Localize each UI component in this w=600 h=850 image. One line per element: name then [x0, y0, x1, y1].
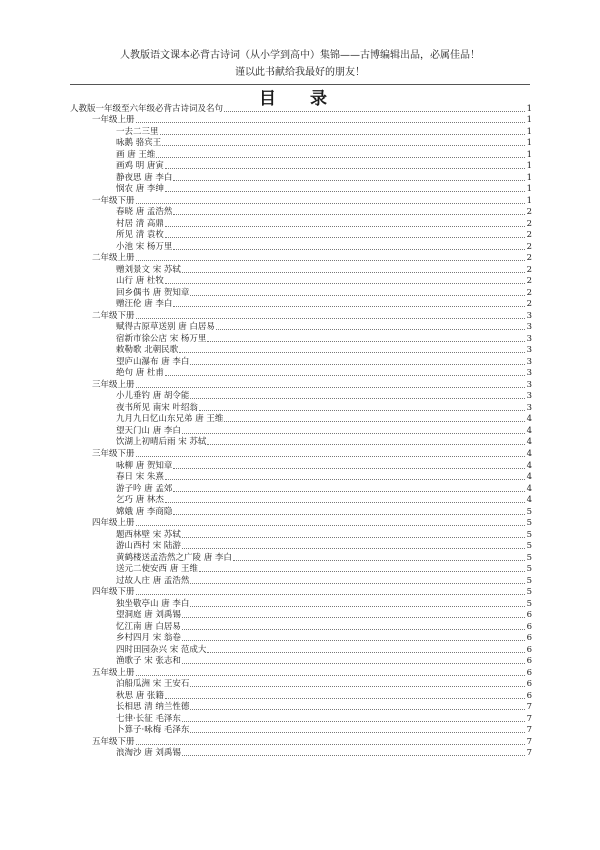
toc-page-number: 3 — [526, 322, 532, 333]
toc-entry-title: 三年级下册 — [92, 448, 135, 459]
toc-entry[interactable] — [70, 206, 532, 218]
toc-leader-dots — [165, 698, 525, 699]
toc-leader-dots — [165, 283, 525, 284]
toc-entry[interactable] — [70, 413, 532, 425]
toc-entry[interactable] — [70, 390, 532, 402]
toc-entry-title: 七律·长征 毛泽东 — [116, 713, 181, 724]
toc-entry-title: 三年级上册 — [92, 379, 135, 390]
toc-leader-dots — [136, 203, 525, 204]
toc-page-number: 5 — [526, 587, 532, 598]
toc-entry[interactable] — [70, 643, 532, 655]
toc-page-number: 1 — [526, 195, 532, 206]
toc-leader-dots — [136, 525, 525, 526]
toc-page-number: 7 — [526, 736, 532, 747]
toc-leader-dots — [136, 387, 525, 388]
toc-page-number: 5 — [526, 506, 532, 517]
toc-leader-dots — [190, 364, 525, 365]
toc-volume[interactable] — [70, 517, 532, 529]
toc-page-number: 4 — [526, 483, 532, 494]
toc-entry-title: 望天门山 唐 李白 — [116, 425, 181, 436]
toc-entry-title: 题西林壁 宋 苏轼 — [116, 529, 181, 540]
toc-leader-dots — [136, 675, 525, 676]
toc-page-number: 6 — [526, 621, 532, 632]
toc-entry[interactable] — [70, 551, 532, 563]
toc-page-number: 1 — [526, 115, 532, 126]
toc-entry-title: 长相思 清 纳兰性德 — [116, 702, 190, 713]
toc-leader-dots — [190, 606, 525, 607]
toc-entry-title: 乞巧 唐 林杰 — [116, 495, 164, 506]
toc-page-number: 5 — [526, 564, 532, 575]
toc-entry-title: 村居 清 高鼎 — [116, 218, 164, 229]
toc-leader-dots — [224, 111, 525, 112]
toc-entry[interactable] — [70, 540, 532, 552]
toc-entry[interactable] — [70, 701, 532, 713]
toc-entry-title: 人教版一年级至六年级必背古诗词及名句 — [70, 103, 224, 114]
toc-entry-title: 二年级上册 — [92, 253, 135, 264]
toc-entry-title: 画鸡 明 唐寅 — [116, 161, 164, 172]
toc-leader-dots — [165, 226, 525, 227]
toc-entry[interactable] — [70, 183, 532, 195]
toc-page-number: 5 — [526, 575, 532, 586]
toc-entry[interactable] — [70, 321, 532, 333]
toc-entry-title: 饮湖上初晴后雨 宋 苏轼 — [116, 437, 207, 448]
toc-volume[interactable] — [70, 378, 532, 390]
toc-leader-dots — [190, 709, 525, 710]
toc-entry-title: 泊船瓜洲 宋 王安石 — [116, 679, 190, 690]
toc-leader-dots — [190, 295, 525, 296]
toc-entry-title: 小儿垂钓 唐 胡令能 — [116, 391, 190, 402]
toc-leader-dots — [136, 594, 525, 595]
toc-section[interactable] — [70, 102, 532, 114]
toc-entry-title: 五年级下册 — [92, 736, 135, 747]
toc-leader-dots — [207, 341, 525, 342]
toc-page-number: 3 — [526, 310, 532, 321]
toc-leader-dots — [173, 214, 525, 215]
header-line-2: 谨以此书献给我最好的朋友！ — [235, 67, 365, 78]
toc-leader-dots — [173, 249, 525, 250]
toc-entry-title: 过故人庄 唐 孟浩然 — [116, 575, 190, 586]
toc-volume[interactable] — [70, 447, 532, 459]
toc-entry[interactable] — [70, 148, 532, 160]
toc-entry[interactable] — [70, 563, 532, 575]
toc-entry-title: 四年级下册 — [92, 587, 135, 598]
toc-entry-title: 二年级下册 — [92, 310, 135, 321]
table-of-contents — [70, 102, 532, 758]
toc-volume[interactable] — [70, 666, 532, 678]
toc-entry-title: 赠汪伦 唐 李白 — [116, 299, 173, 310]
toc-entry-title: 乡村四月 宋 翁卷 — [116, 633, 181, 644]
toc-entry-title: 咏鹅 骆宾王 — [116, 138, 162, 149]
toc-leader-dots — [165, 237, 525, 238]
toc-volume[interactable] — [70, 114, 532, 126]
toc-entry-title: 春日 宋 朱熹 — [116, 472, 164, 483]
toc-page-number: 1 — [526, 172, 532, 183]
toc-entry[interactable] — [70, 263, 532, 275]
toc-page-number: 4 — [526, 425, 532, 436]
toc-entry[interactable] — [70, 471, 532, 483]
toc-leader-dots — [165, 479, 525, 480]
toc-entry[interactable] — [70, 528, 532, 540]
toc-entry[interactable] — [70, 125, 532, 137]
toc-page-number: 3 — [526, 402, 532, 413]
toc-entry-title: 卜算子·咏梅 毛泽东 — [116, 725, 190, 736]
page-title: 目 录 — [259, 89, 341, 109]
toc-leader-dots — [199, 571, 525, 572]
toc-leader-dots — [182, 548, 525, 549]
toc-entry-title: 绝句 唐 杜甫 — [116, 368, 164, 379]
toc-entry-title: 四时田园杂兴 宋 范成大 — [116, 644, 207, 655]
toc-entry[interactable] — [70, 275, 532, 287]
toc-page-number: 3 — [526, 368, 532, 379]
toc-entry[interactable] — [70, 689, 532, 701]
toc-entry-title: 送元二使安西 唐 王维 — [116, 564, 198, 575]
toc-leader-dots — [165, 168, 525, 169]
toc-leader-dots — [182, 755, 525, 756]
toc-page-number: 4 — [526, 460, 532, 471]
toc-page-number: 6 — [526, 610, 532, 621]
toc-entry-title: 游子吟 唐 孟郊 — [116, 483, 173, 494]
toc-page-number: 6 — [526, 679, 532, 690]
toc-leader-dots — [182, 537, 525, 538]
toc-leader-dots — [160, 134, 525, 135]
toc-leader-dots — [173, 514, 525, 515]
toc-leader-dots — [136, 744, 525, 745]
toc-entry[interactable] — [70, 494, 532, 506]
toc-page-number: 3 — [526, 333, 532, 344]
toc-leader-dots — [190, 398, 525, 399]
toc-page-number: 2 — [526, 241, 532, 252]
toc-entry-title: 山行 唐 杜牧 — [116, 276, 164, 287]
toc-page-number: 7 — [526, 702, 532, 713]
toc-entry-title: 渔歌子 宋 张志和 — [116, 656, 181, 667]
toc-page-number: 7 — [526, 713, 532, 724]
toc-entry[interactable] — [70, 367, 532, 379]
toc-leader-dots — [173, 491, 525, 492]
toc-page-number: 3 — [526, 345, 532, 356]
toc-entry[interactable] — [70, 574, 532, 586]
toc-entry[interactable] — [70, 747, 532, 759]
toc-entry-title: 赠刘景文 宋 苏轼 — [116, 264, 181, 275]
toc-entry[interactable] — [70, 632, 532, 644]
toc-page-number: 3 — [526, 379, 532, 390]
toc-entry-title: 所见 清 袁枚 — [116, 230, 164, 241]
toc-leader-dots — [216, 329, 525, 330]
toc-page-number: 2 — [526, 276, 532, 287]
toc-entry-title: 四年级上册 — [92, 518, 135, 529]
toc-leader-dots — [136, 260, 525, 261]
toc-entry-title: 一年级下册 — [92, 195, 135, 206]
toc-leader-dots — [156, 157, 525, 158]
toc-entry[interactable] — [70, 229, 532, 241]
toc-page-number: 2 — [526, 264, 532, 275]
toc-entry[interactable] — [70, 724, 532, 736]
toc-entry-title: 赋得古原草送别 唐 白居易 — [116, 322, 215, 333]
toc-page-number: 6 — [526, 633, 532, 644]
toc-entry-title: 敕勒歌 北朝民歌 — [116, 345, 179, 356]
toc-page-number: 6 — [526, 644, 532, 655]
toc-page-number: 1 — [526, 161, 532, 172]
toc-entry[interactable] — [70, 712, 532, 724]
toc-volume[interactable] — [70, 252, 532, 264]
toc-entry[interactable] — [70, 137, 532, 149]
toc-page-number: 5 — [526, 529, 532, 540]
toc-page-number: 4 — [526, 437, 532, 448]
toc-entry-title: 春晓 唐 孟浩然 — [116, 207, 173, 218]
toc-leader-dots — [136, 318, 525, 319]
toc-leader-dots — [165, 375, 525, 376]
toc-entry[interactable] — [70, 160, 532, 172]
toc-page-number: 3 — [526, 356, 532, 367]
toc-entry-title: 宿新市徐公店 宋 杨万里 — [116, 333, 207, 344]
toc-entry-title: 黄鹤楼送孟浩然之广陵 唐 李白 — [116, 552, 232, 563]
toc-page-number: 7 — [526, 748, 532, 759]
toc-entry-title: 忆江南 唐 白居易 — [116, 621, 181, 632]
toc-entry[interactable] — [70, 344, 532, 356]
toc-entry-title: 小池 宋 杨万里 — [116, 241, 173, 252]
toc-entry[interactable] — [70, 332, 532, 344]
toc-page-number: 1 — [526, 103, 532, 114]
toc-leader-dots — [173, 306, 525, 307]
toc-entry-title: 五年级上册 — [92, 667, 135, 678]
toc-entry[interactable] — [70, 171, 532, 183]
toc-entry-title: 秋思 唐 张籍 — [116, 690, 164, 701]
toc-entry-title: 画 唐 王维 — [116, 149, 156, 160]
toc-volume[interactable] — [70, 194, 532, 206]
toc-leader-dots — [179, 352, 525, 353]
toc-entry[interactable] — [70, 482, 532, 494]
toc-entry-title: 浪淘沙 唐 刘禹锡 — [116, 748, 181, 759]
toc-page-number: 5 — [526, 541, 532, 552]
toc-entry[interactable] — [70, 401, 532, 413]
toc-page-number: 4 — [526, 448, 532, 459]
toc-leader-dots — [182, 663, 525, 664]
toc-page-number: 5 — [526, 552, 532, 563]
toc-entry-title: 望庐山瀑布 唐 李白 — [116, 356, 190, 367]
toc-page-number: 2 — [526, 230, 532, 241]
toc-leader-dots — [182, 617, 525, 618]
toc-page-number: 7 — [526, 725, 532, 736]
toc-leader-dots — [136, 122, 525, 123]
toc-leader-dots — [136, 456, 525, 457]
toc-page-number: 5 — [526, 598, 532, 609]
toc-page-number: 2 — [526, 253, 532, 264]
toc-entry[interactable] — [70, 678, 532, 690]
toc-entry[interactable] — [70, 655, 532, 667]
toc-page-number: 6 — [526, 690, 532, 701]
toc-entry-title: 静夜思 唐 李白 — [116, 172, 173, 183]
toc-entry[interactable] — [70, 424, 532, 436]
toc-page-number: 2 — [526, 299, 532, 310]
toc-entry-title: 夜书所见 南宋 叶绍翁 — [116, 402, 198, 413]
toc-page-number: 1 — [526, 126, 532, 137]
toc-entry-title: 独坐敬亭山 唐 李白 — [116, 598, 190, 609]
toc-leader-dots — [190, 732, 525, 733]
toc-entry[interactable] — [70, 286, 532, 298]
toc-leader-dots — [182, 629, 525, 630]
toc-page-number: 6 — [526, 656, 532, 667]
toc-page-number: 1 — [526, 184, 532, 195]
toc-entry-title: 游山西村 宋 陆游 — [116, 541, 181, 552]
toc-entry[interactable] — [70, 609, 532, 621]
toc-leader-dots — [190, 583, 525, 584]
header-line-1: 人教版语文课本必背古诗词（从小学到高中）集锦——古博编辑出品，必属佳品！ — [120, 50, 480, 61]
toc-leader-dots — [207, 444, 525, 445]
toc-entry[interactable] — [70, 597, 532, 609]
toc-page-number: 4 — [526, 472, 532, 483]
toc-entry-title: 悯农 唐 李绅 — [116, 184, 164, 195]
toc-entry-title: 望洞庭 唐 刘禹锡 — [116, 610, 181, 621]
toc-page-number: 5 — [526, 518, 532, 529]
toc-entry[interactable] — [70, 459, 532, 471]
toc-entry-title: 回乡偶书 唐 贺知章 — [116, 287, 190, 298]
toc-leader-dots — [173, 468, 525, 469]
toc-page-number: 1 — [526, 149, 532, 160]
toc-entry-title: 咏柳 唐 贺知章 — [116, 460, 173, 471]
toc-page-number: 2 — [526, 287, 532, 298]
toc-entry[interactable] — [70, 436, 532, 448]
toc-entry[interactable] — [70, 620, 532, 632]
toc-leader-dots — [165, 502, 525, 503]
toc-entry[interactable] — [70, 505, 532, 517]
toc-entry-title: 嫦娥 唐 李商隐 — [116, 506, 173, 517]
toc-leader-dots — [182, 433, 525, 434]
toc-leader-dots — [165, 191, 525, 192]
toc-leader-dots — [199, 410, 525, 411]
toc-entry[interactable] — [70, 355, 532, 367]
toc-entry[interactable] — [70, 298, 532, 310]
toc-page-number: 2 — [526, 207, 532, 218]
toc-entry-title: 一年级上册 — [92, 115, 135, 126]
toc-leader-dots — [224, 421, 525, 422]
toc-leader-dots — [162, 145, 525, 146]
toc-volume[interactable] — [70, 586, 532, 598]
toc-leader-dots — [182, 721, 525, 722]
toc-page-number: 1 — [526, 138, 532, 149]
toc-volume[interactable] — [70, 735, 532, 747]
toc-leader-dots — [173, 180, 525, 181]
toc-leader-dots — [182, 640, 525, 641]
toc-entry[interactable] — [70, 217, 532, 229]
toc-leader-dots — [207, 652, 525, 653]
toc-page-number: 2 — [526, 218, 532, 229]
toc-entry[interactable] — [70, 240, 532, 252]
toc-page-number: 4 — [526, 495, 532, 506]
toc-leader-dots — [233, 560, 525, 561]
toc-entry-title: 九月九日忆山东兄弟 唐 王维 — [116, 414, 224, 425]
toc-volume[interactable] — [70, 309, 532, 321]
toc-page-number: 4 — [526, 414, 532, 425]
toc-leader-dots — [190, 686, 525, 687]
toc-entry-title: 一去二三里 — [116, 126, 159, 137]
toc-page-number: 3 — [526, 391, 532, 402]
toc-page-number: 6 — [526, 667, 532, 678]
toc-leader-dots — [182, 272, 525, 273]
